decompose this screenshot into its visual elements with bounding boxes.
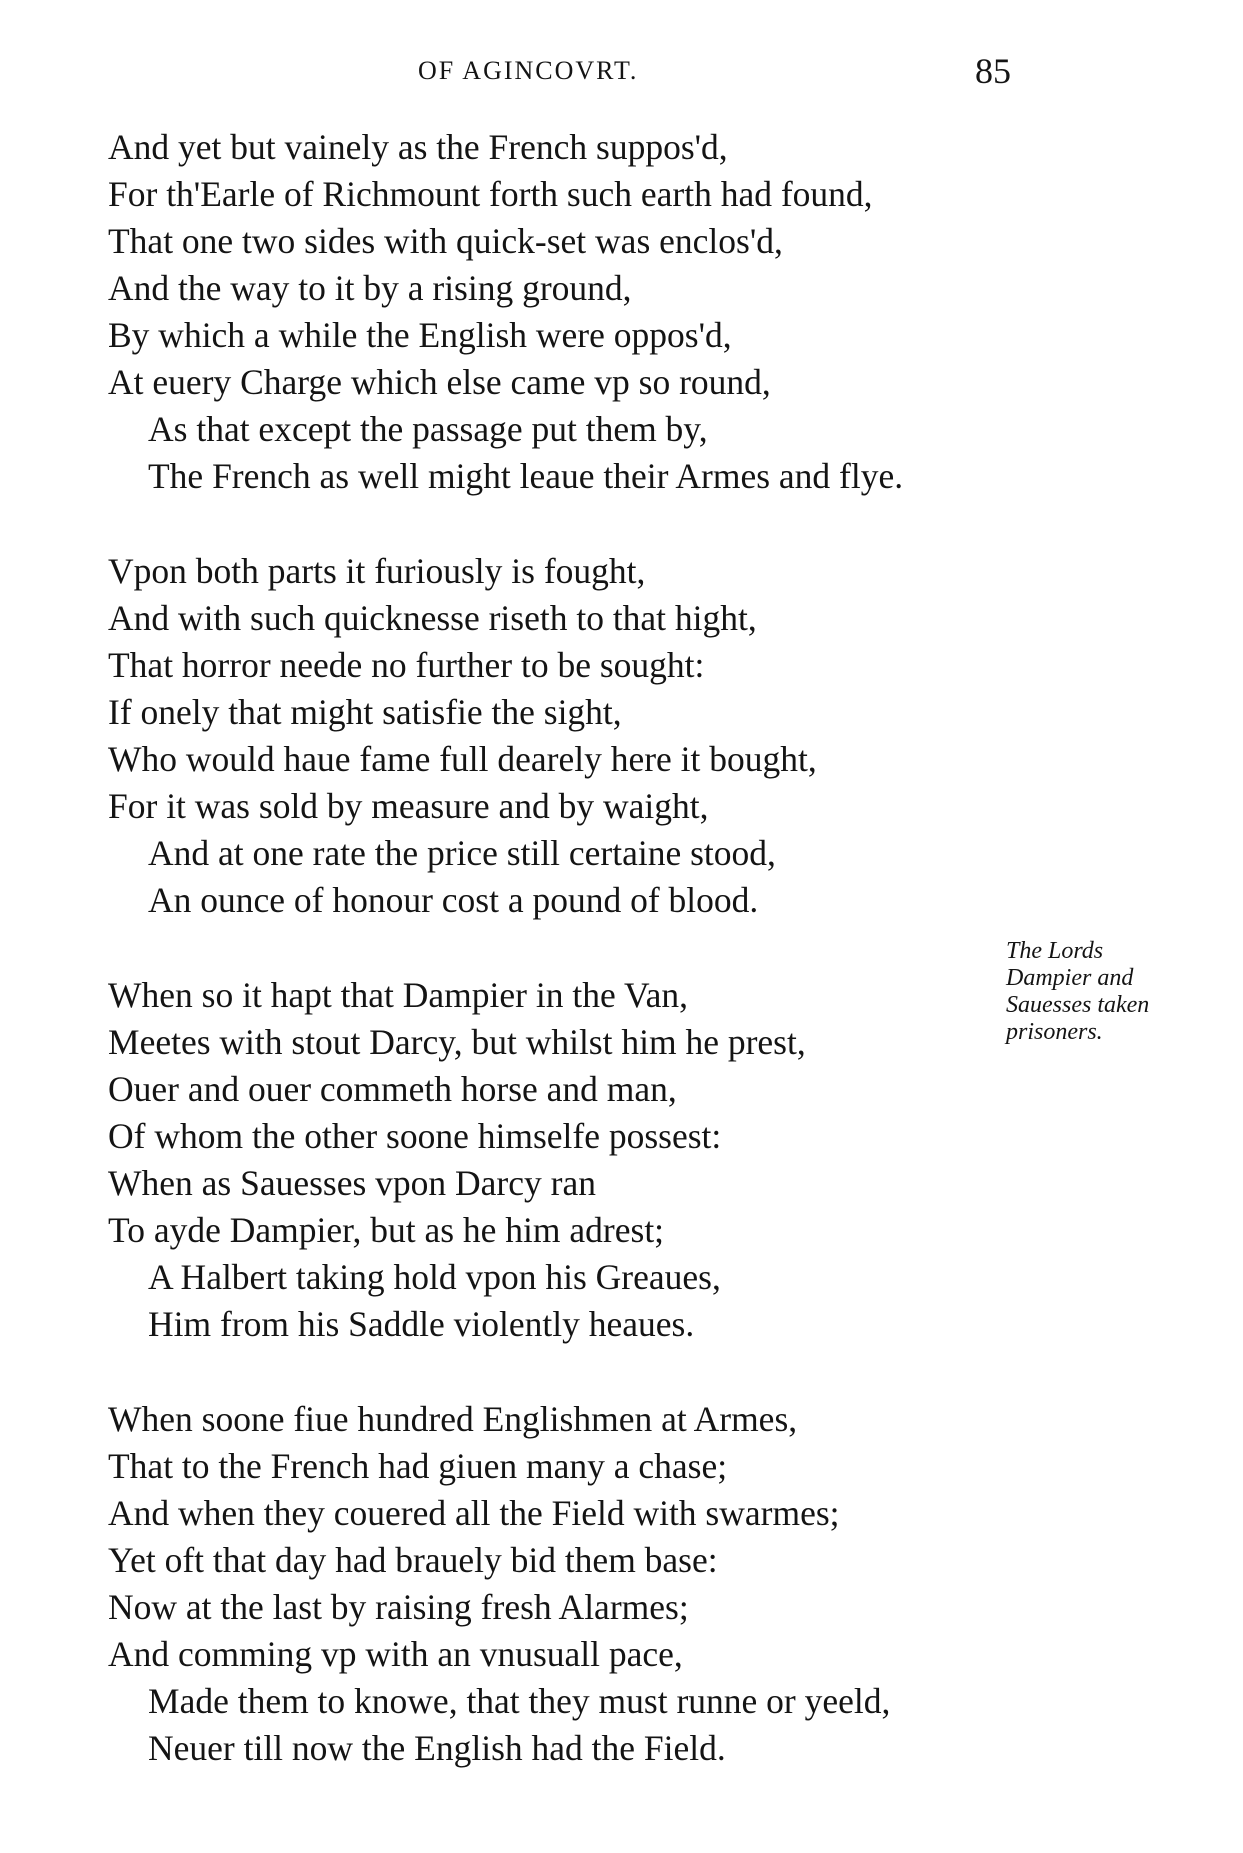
poem-line: To ayde Dampier, but as he him adrest; bbox=[108, 1210, 665, 1250]
stanza-4 bbox=[108, 1396, 1008, 1772]
poem-line: For it was sold by measure and by waight, bbox=[108, 786, 709, 826]
poem-line: That horror neede no further to be sought: bbox=[108, 645, 705, 685]
poem-line-couplet: A Halbert taking hold vpon his Greaues, bbox=[148, 1257, 721, 1297]
poem-line: Now at the last by raising fresh Alarmes; bbox=[108, 1587, 689, 1627]
stanza-3 bbox=[108, 972, 1008, 1348]
marginal-note-line: The Lords bbox=[1006, 938, 1104, 964]
poem-line-couplet: Neuer till now the English had the Field. bbox=[148, 1728, 726, 1768]
marginal-note-line: Sauesses taken bbox=[1006, 992, 1150, 1018]
poem bbox=[108, 124, 1008, 1820]
poem-line: Who would haue fame full dearely here it bought, bbox=[108, 739, 817, 779]
poem-line: When soone fiue hundred Englishmen at Armes, bbox=[108, 1399, 798, 1439]
poem-line: And when they couered all the Field with swarmes; bbox=[108, 1493, 840, 1533]
poem-line: And with such quicknesse riseth to that hight, bbox=[108, 598, 757, 638]
poem-line: That one two sides with quick-set was enclos'd, bbox=[108, 221, 783, 261]
poem-line: Yet oft that day had brauely bid them base: bbox=[108, 1540, 718, 1580]
poem-line: At euery Charge which else came vp so round, bbox=[108, 362, 771, 402]
marginal-note bbox=[1006, 938, 1216, 1046]
page-number: 85 bbox=[975, 51, 1011, 91]
poem-line-couplet: As that except the passage put them by, bbox=[148, 409, 708, 449]
marginal-note-line: Dampier and bbox=[1006, 965, 1134, 991]
stanza-1 bbox=[108, 124, 1008, 500]
poem-line: That to the French had giuen many a chase; bbox=[108, 1446, 728, 1486]
poem-line: And the way to it by a rising ground, bbox=[108, 268, 632, 308]
poem-line: Ouer and ouer commeth horse and man, bbox=[108, 1069, 677, 1109]
poem-line: Meetes with stout Darcy, but whilst him he prest, bbox=[108, 1022, 806, 1062]
poem-line: By which a while the English were oppos'd, bbox=[108, 315, 732, 355]
poem-line: Of whom the other soone himselfe possest: bbox=[108, 1116, 722, 1156]
running-head bbox=[0, 50, 1243, 90]
running-title: OF AGINCOVRT. bbox=[418, 56, 639, 85]
poem-line-couplet: And at one rate the price still certaine stood, bbox=[148, 833, 776, 873]
poem-line: And comming vp with an vnusuall pace, bbox=[108, 1634, 683, 1674]
poem-line: If onely that might satisfie the sight, bbox=[108, 692, 622, 732]
marginal-note-line: prisoners. bbox=[1006, 1019, 1103, 1045]
poem-line: And yet but vainely as the French suppos'd, bbox=[108, 127, 728, 167]
poem-line-couplet: An ounce of honour cost a pound of blood. bbox=[148, 880, 759, 920]
poem-line: When as Sauesses vpon Darcy ran bbox=[108, 1163, 596, 1203]
poem-line: When so it hapt that Dampier in the Van, bbox=[108, 975, 689, 1015]
stanza-2 bbox=[108, 548, 1008, 924]
poem-line-couplet: Him from his Saddle violently heaues. bbox=[148, 1304, 695, 1344]
poem-line-couplet: Made them to knowe, that they must runne or yeeld, bbox=[148, 1681, 891, 1721]
poem-line-couplet: The French as well might leaue their Armes and flye. bbox=[148, 456, 904, 496]
poem-line: For th'Earle of Richmount forth such earth had found, bbox=[108, 174, 873, 214]
poem-line: Vpon both parts it furiously is fought, bbox=[108, 551, 646, 591]
